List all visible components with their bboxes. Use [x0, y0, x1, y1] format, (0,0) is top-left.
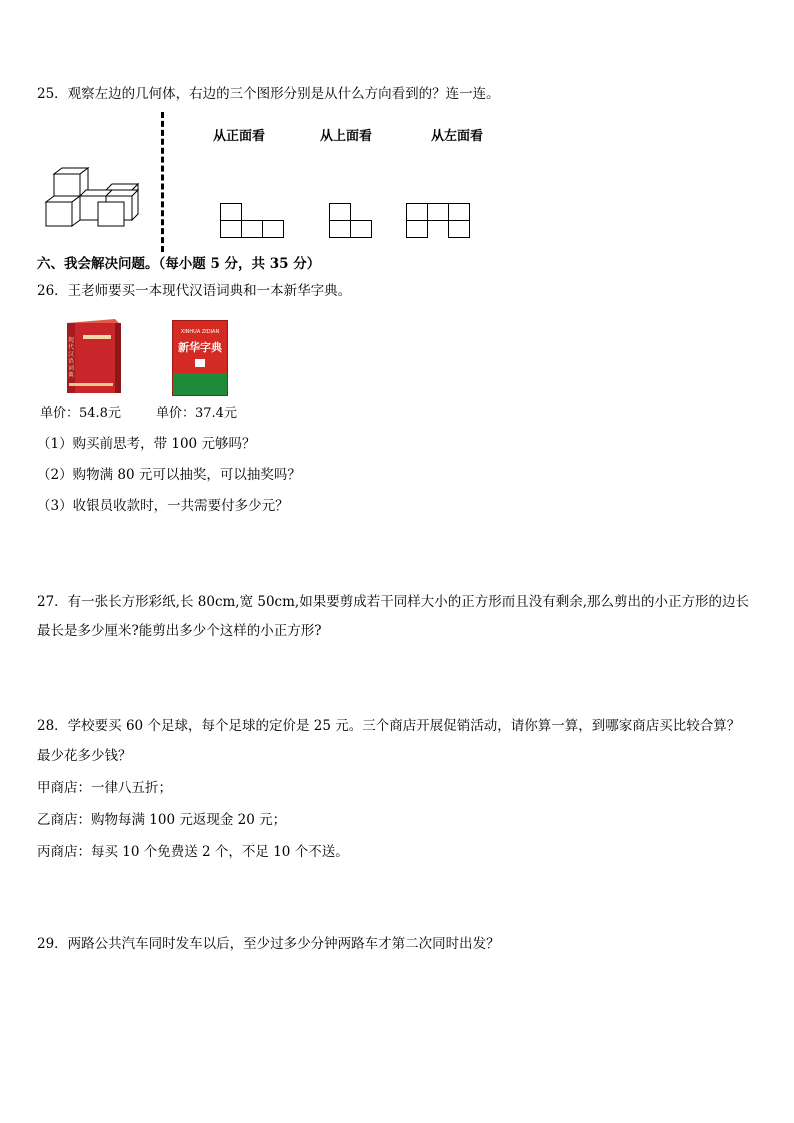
q27-line-2: 最长是多少厘米?能剪出多少个这样的小正方形?	[37, 623, 322, 639]
q26-sub-2: （2）购物满 80 元可以抽奖，可以抽奖吗？	[37, 467, 301, 483]
q29-question: 29．两路公共汽车同时发车以后，至少过多少分钟两路车才第二次同时出发？	[37, 936, 500, 952]
q28-line-1: 28．学校要买 60 个足球，每个足球的定价是 25 元。三个商店开展促销活动，请你算一算，到哪家商店买比较合算？	[37, 718, 741, 734]
q27-line-1: 27．有一张长方形彩纸,长 80cm,宽 50cm,如果要剪成若干同样大小的正方形而且没有剩余,那么剪出的小正方形的边长	[37, 594, 750, 610]
section-heading: 六、我会解决问题。（每小题 5 分，共 35 分）	[37, 256, 321, 272]
dictionary-book-image	[63, 319, 123, 395]
q25-question: 25．观察左边的几何体，右边的三个图形分别是从什么方向看到的？连一连。	[37, 86, 500, 102]
divider-dashed-line	[161, 112, 164, 252]
xinhua-cover-title: 新华字典	[178, 341, 222, 354]
xinhua-cover-pinyin: XINHUA ZIDIAN	[180, 329, 220, 335]
dictionary-cover-title: 现代汉语词典	[68, 337, 75, 379]
q28-shop-3: 丙商店：每买 10 个免费送 2 个，不足 10 个不送。	[37, 844, 349, 860]
q26-question: 26．王老师要买一本现代汉语词典和一本新华字典。	[37, 283, 352, 299]
q26-sub-3: （3）收银员收款时，一共需要付多少元？	[37, 498, 289, 514]
q28-shop-1: 甲商店：一律八五折；	[37, 780, 172, 796]
q26-sub-1: （1）购买前思考，带 100 元够吗？	[37, 436, 256, 452]
view-figure-3	[406, 203, 476, 243]
q28-line-2: 最少花多少钱？	[37, 748, 132, 764]
cube-solid-figure	[40, 166, 140, 230]
xinhua-price: 单价：37.4元	[156, 406, 237, 421]
view-figure-1	[220, 203, 290, 243]
xinhua-book-image	[172, 320, 228, 396]
view-label-left: 从左面看	[431, 129, 484, 144]
view-label-front: 从正面看	[213, 129, 266, 144]
view-label-top: 从上面看	[320, 129, 373, 144]
q28-shop-2: 乙商店：购物每满 100 元返现金 20 元；	[37, 812, 287, 828]
view-figure-2	[329, 203, 379, 243]
dictionary-price: 单价：54.8元	[40, 406, 121, 421]
